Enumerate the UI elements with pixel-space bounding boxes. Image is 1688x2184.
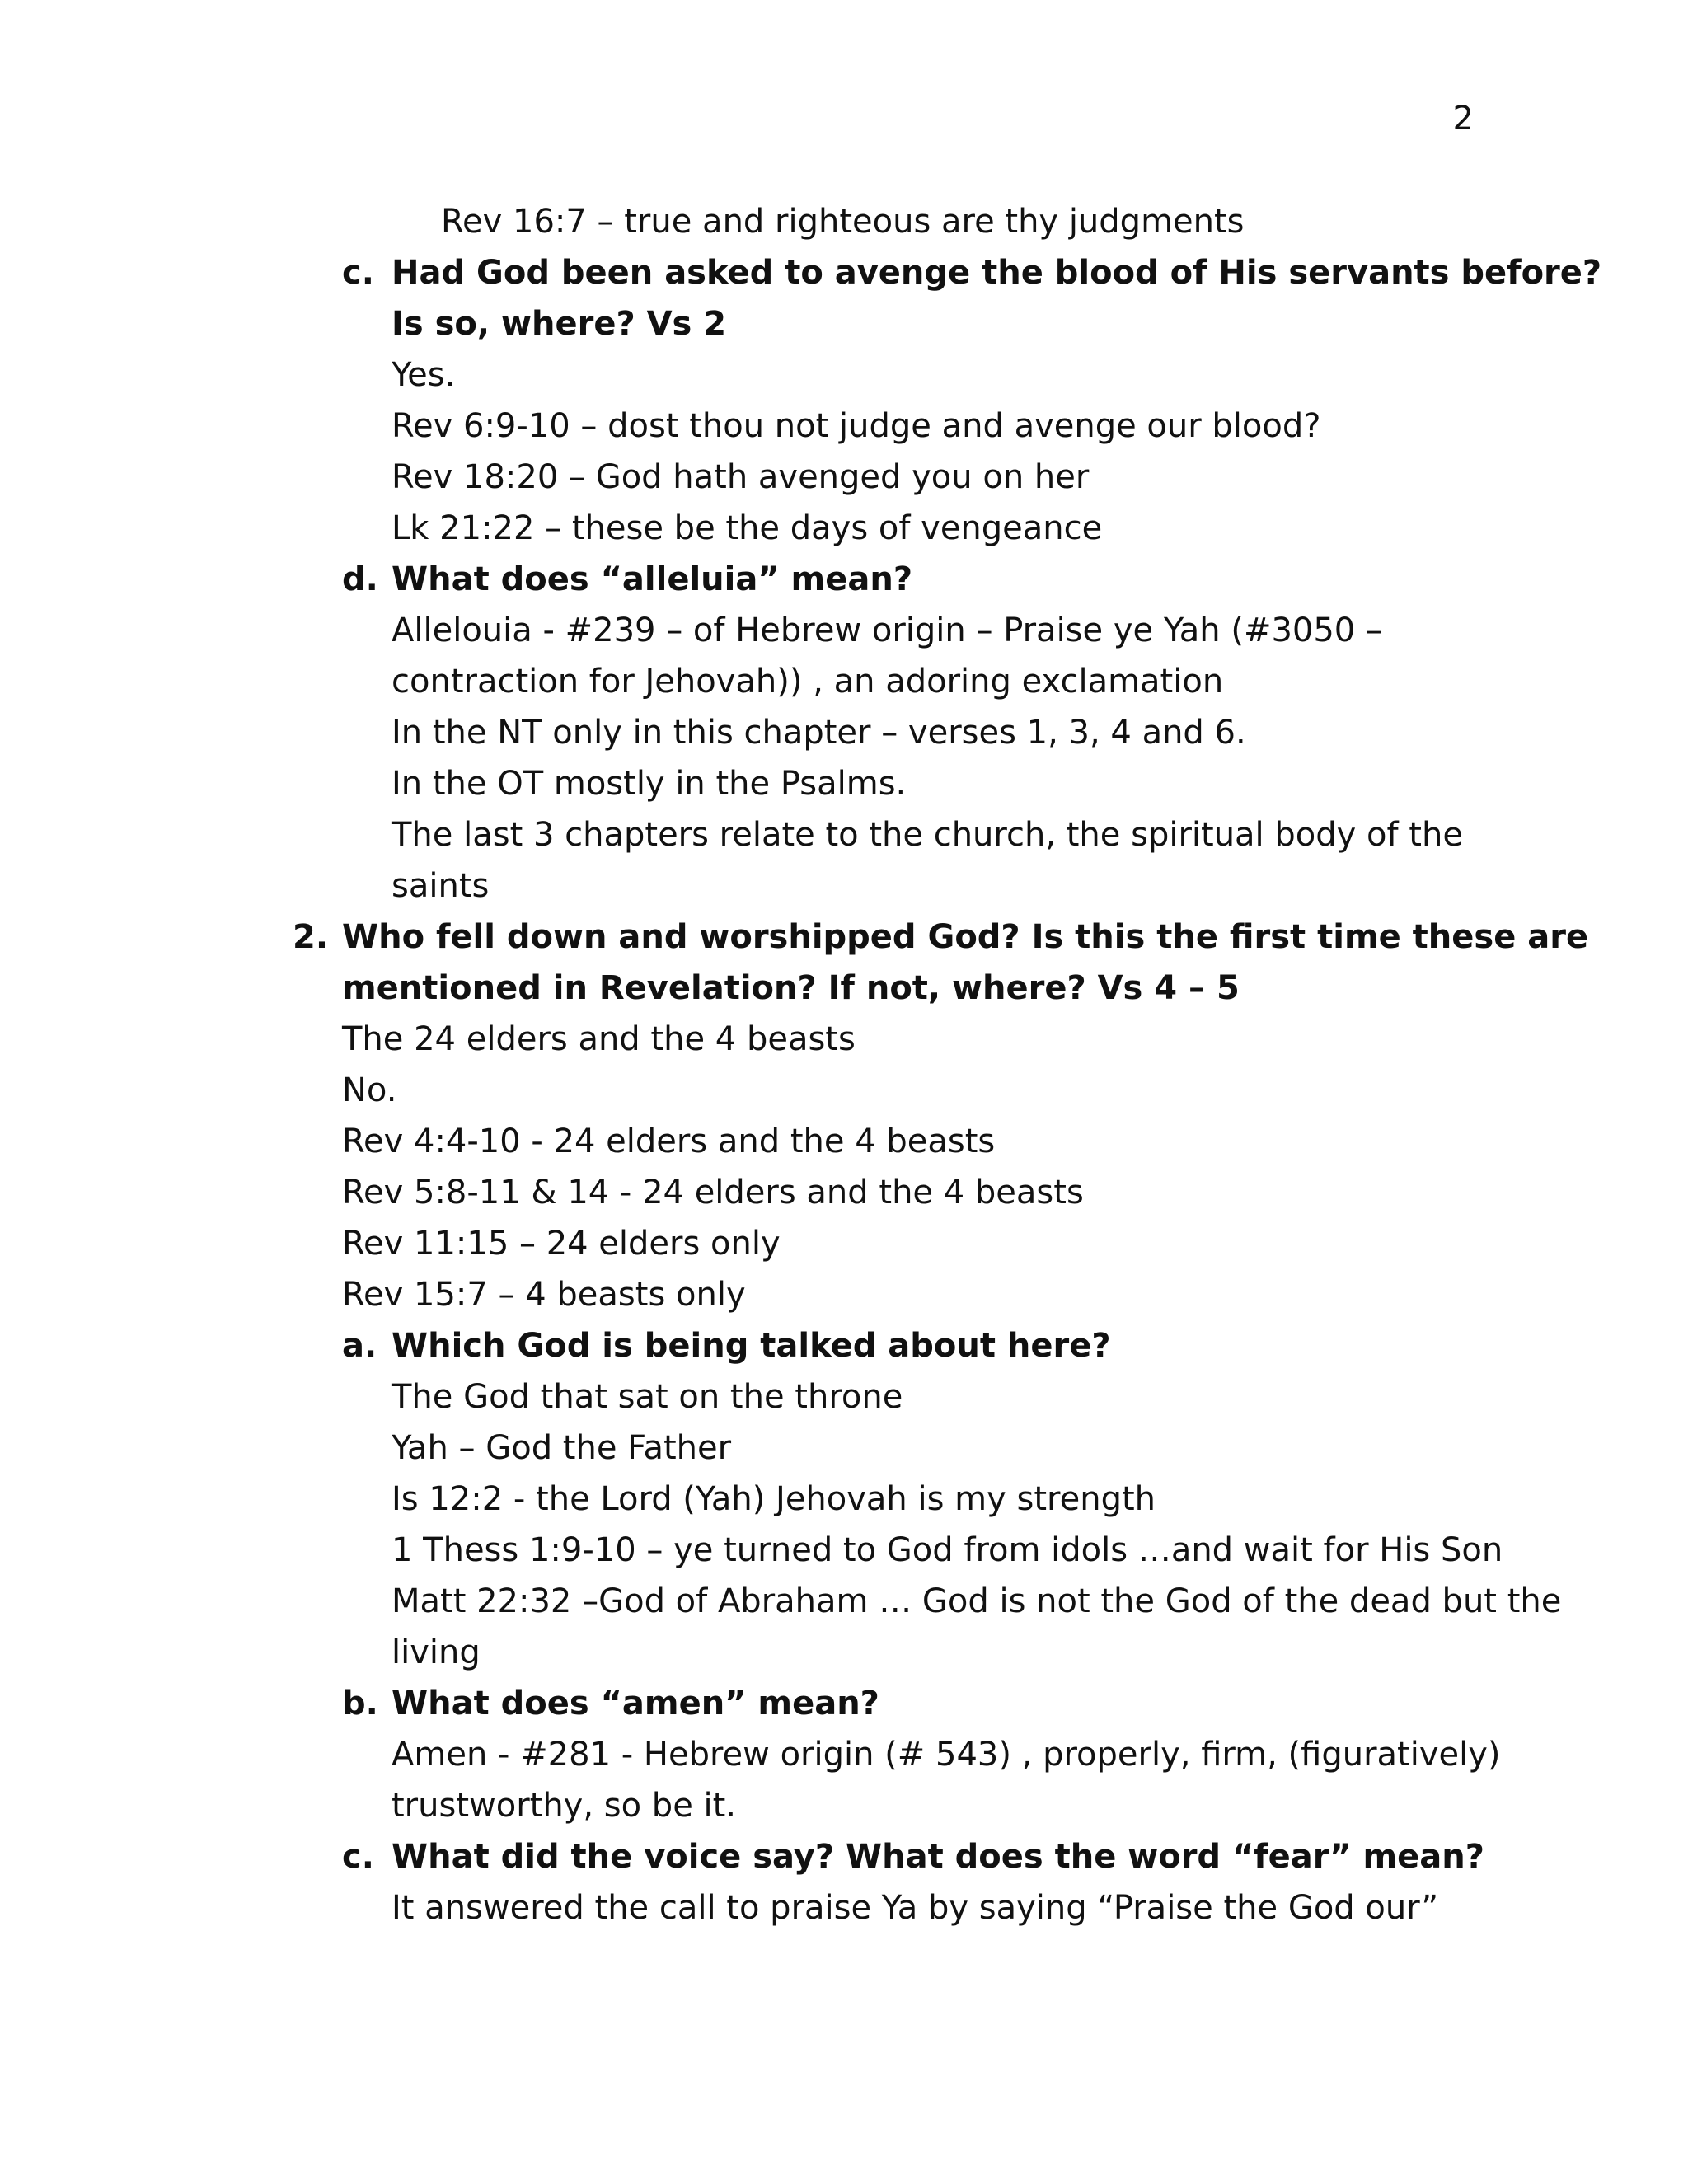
text-line: Rev 11:15 – 24 elders only: [342, 1225, 781, 1263]
text-line: In the NT only in this chapter – verses 1, 3, 4 and 6.: [392, 714, 1246, 752]
text-line: 1 Thess 1:9-10 – ye turned to God from idols …and wait for His Son: [392, 1531, 1503, 1569]
list-marker: d.: [342, 560, 378, 598]
text-line: The God that sat on the throne: [392, 1378, 903, 1416]
text-line: saints: [392, 867, 490, 905]
text-line: Rev 15:7 – 4 beasts only: [342, 1276, 746, 1314]
text-line: It answered the call to praise Ya by saying “Praise the God our”: [392, 1889, 1439, 1927]
text-line: living: [392, 1633, 481, 1671]
question-line: Is so, where? Vs 2: [392, 305, 727, 343]
list-marker: c.: [342, 254, 374, 292]
question-b: b. What does “amen” mean?: [0, 1678, 1688, 1729]
list-marker: c.: [342, 1838, 374, 1876]
text-line: trustworthy, so be it.: [392, 1787, 737, 1825]
page-number: 2: [1452, 100, 1474, 138]
text-line: Rev 4:4-10 - 24 elders and the 4 beasts: [342, 1122, 996, 1160]
text-line: In the OT mostly in the Psalms.: [392, 765, 907, 803]
question-line: mentioned in Revelation? If not, where? Vs 4 – 5: [342, 969, 1240, 1007]
question-a: a. Which God is being talked about here?: [0, 1320, 1688, 1371]
list-marker: a.: [342, 1327, 377, 1365]
text-line: Rev 16:7 – true and righteous are thy judgments: [441, 203, 1245, 241]
text-line: Rev 18:20 – God hath avenged you on her: [392, 458, 1090, 496]
text-line: Rev 5:8-11 & 14 - 24 elders and the 4 beasts: [342, 1174, 1084, 1212]
text-line: Lk 21:22 – these be the days of vengeance: [392, 509, 1103, 547]
text-line: No.: [342, 1071, 397, 1109]
text-line: Is 12:2 - the Lord (Yah) Jehovah is my strength: [392, 1480, 1156, 1518]
text-line: Allelouia - #239 – of Hebrew origin – Praise ye Yah (#3050 –: [392, 612, 1382, 649]
text-line: Yes.: [392, 356, 456, 394]
question-d: d. What does “alleluia” mean?: [0, 554, 1688, 605]
text-line: Amen - #281 - Hebrew origin (# 543) , properly, firm, (figuratively): [392, 1736, 1501, 1774]
text-line: The 24 elders and the 4 beasts: [342, 1020, 856, 1058]
question-2: 2. Who fell down and worshipped God? Is this the first time these are: [0, 912, 1688, 963]
text-line: Yah – God the Father: [392, 1429, 732, 1467]
question-c: c. Had God been asked to avenge the blood of His servants before?: [0, 247, 1688, 298]
list-marker: b.: [342, 1685, 378, 1722]
list-marker: 2.: [293, 918, 329, 956]
document-body: [0, 196, 1688, 1933]
question-c-2: c. What did the voice say? What does the word “fear” mean?: [0, 1831, 1688, 1882]
text-line: The last 3 chapters relate to the church, the spiritual body of the: [392, 816, 1463, 854]
text-line: Matt 22:32 –God of Abraham … God is not the God of the dead but the: [392, 1582, 1562, 1620]
text-line: contraction for Jehovah)) , an adoring exclamation: [392, 663, 1224, 701]
text-line: Rev 6:9-10 – dost thou not judge and avenge our blood?: [392, 407, 1321, 445]
